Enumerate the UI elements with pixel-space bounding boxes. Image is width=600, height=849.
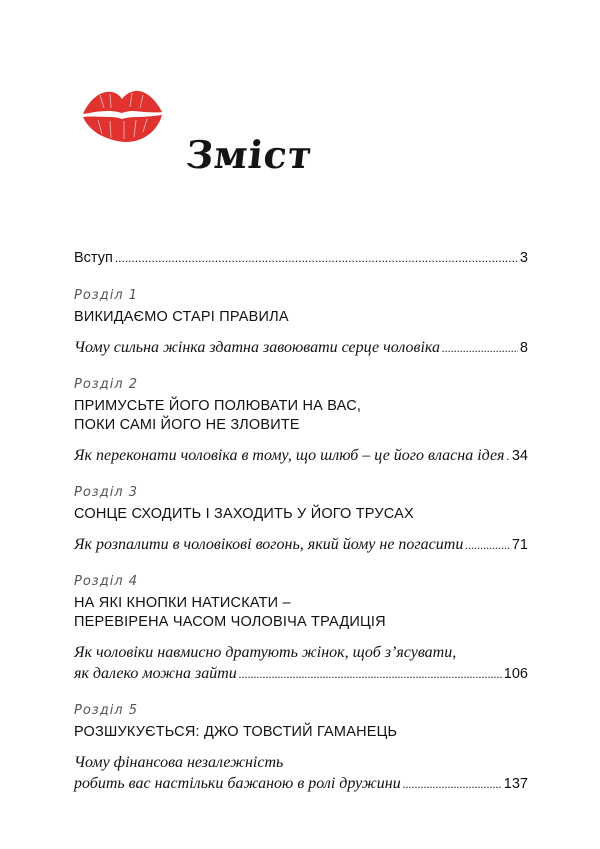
chapter-subtitle: робить вас настільки бажаною в ролі дружини <box>74 775 401 792</box>
chapter-subtitle: Чому фінансова незалежність <box>74 754 284 771</box>
dot-leader <box>465 535 510 556</box>
dot-leader <box>115 248 518 268</box>
chapter-label: Розділ 1 <box>74 288 139 303</box>
dot-leader <box>403 774 502 795</box>
chapter-subtitle-line <box>74 445 528 467</box>
chapter-heading: ПРИМУСЬТЕ ЙОГО ПОЛЮВАТИ НА ВАС, ПОКИ САМІ ЙОГО НЕ ЗЛОВИТЕ <box>74 398 362 433</box>
toc-entry-intro[interactable] <box>74 248 528 268</box>
chapter-label: Розділ 2 <box>74 377 139 392</box>
dot-leader <box>239 664 502 685</box>
chapter-subtitle-line <box>74 663 528 685</box>
chapter-subtitle-line <box>74 337 528 359</box>
chapter-heading: ВИКИДАЄМО СТАРІ ПРАВИЛА <box>74 309 289 325</box>
chapter-label: Розділ 4 <box>74 574 139 589</box>
dot-leader <box>506 446 509 467</box>
chapter-subtitle: Як чоловіки навмисно дратують жінок, щоб з’ясувати, <box>74 644 457 661</box>
page-number: 34 <box>511 448 528 464</box>
chapter-label: Розділ 3 <box>74 485 139 500</box>
chapter-subtitle: Чому сильна жінка здатна завоювати серце чоловіка <box>74 339 441 356</box>
table-of-contents <box>74 248 528 811</box>
chapter-subtitle: як далеко можна зайти <box>74 665 237 682</box>
toc-section-5[interactable] <box>74 701 528 795</box>
chapter-heading: НА ЯКІ КНОПКИ НАТИСКАТИ – ПЕРЕВІРЕНА ЧАСОМ ЧОЛОВІЧА ТРАДИЦІЯ <box>74 595 386 630</box>
lips-kiss-icon <box>80 86 164 146</box>
page-number: 71 <box>511 537 528 553</box>
page-number: 8 <box>519 340 528 356</box>
chapter-label: Розділ 5 <box>74 703 139 718</box>
chapter-heading: РОЗШУКУЄТЬСЯ: ДЖО ТОВСТИЙ ГАМАНЕЦЬ <box>74 724 398 740</box>
toc-section-4[interactable] <box>74 572 528 685</box>
page-number: 106 <box>503 666 528 682</box>
chapter-subtitle-line <box>74 534 528 556</box>
dot-leader <box>442 338 518 359</box>
chapter-subtitle: Як розпалити в чоловікові вогонь, який йому не погасити <box>74 536 464 553</box>
page-number: 3 <box>519 250 528 266</box>
chapter-subtitle: Як переконати чоловіка в тому, що шлюб – це його власна ідея <box>74 447 505 464</box>
chapter-subtitle-line <box>74 773 528 795</box>
toc-section-1[interactable] <box>74 286 528 359</box>
page-title: Зміст <box>183 132 315 177</box>
page-number: 137 <box>503 776 528 792</box>
toc-section-3[interactable] <box>74 483 528 556</box>
toc-section-2[interactable] <box>74 375 528 467</box>
toc-entry-label: Вступ <box>74 250 113 266</box>
chapter-heading: СОНЦЕ СХОДИТЬ І ЗАХОДИТЬ У ЙОГО ТРУСАХ <box>74 506 414 522</box>
